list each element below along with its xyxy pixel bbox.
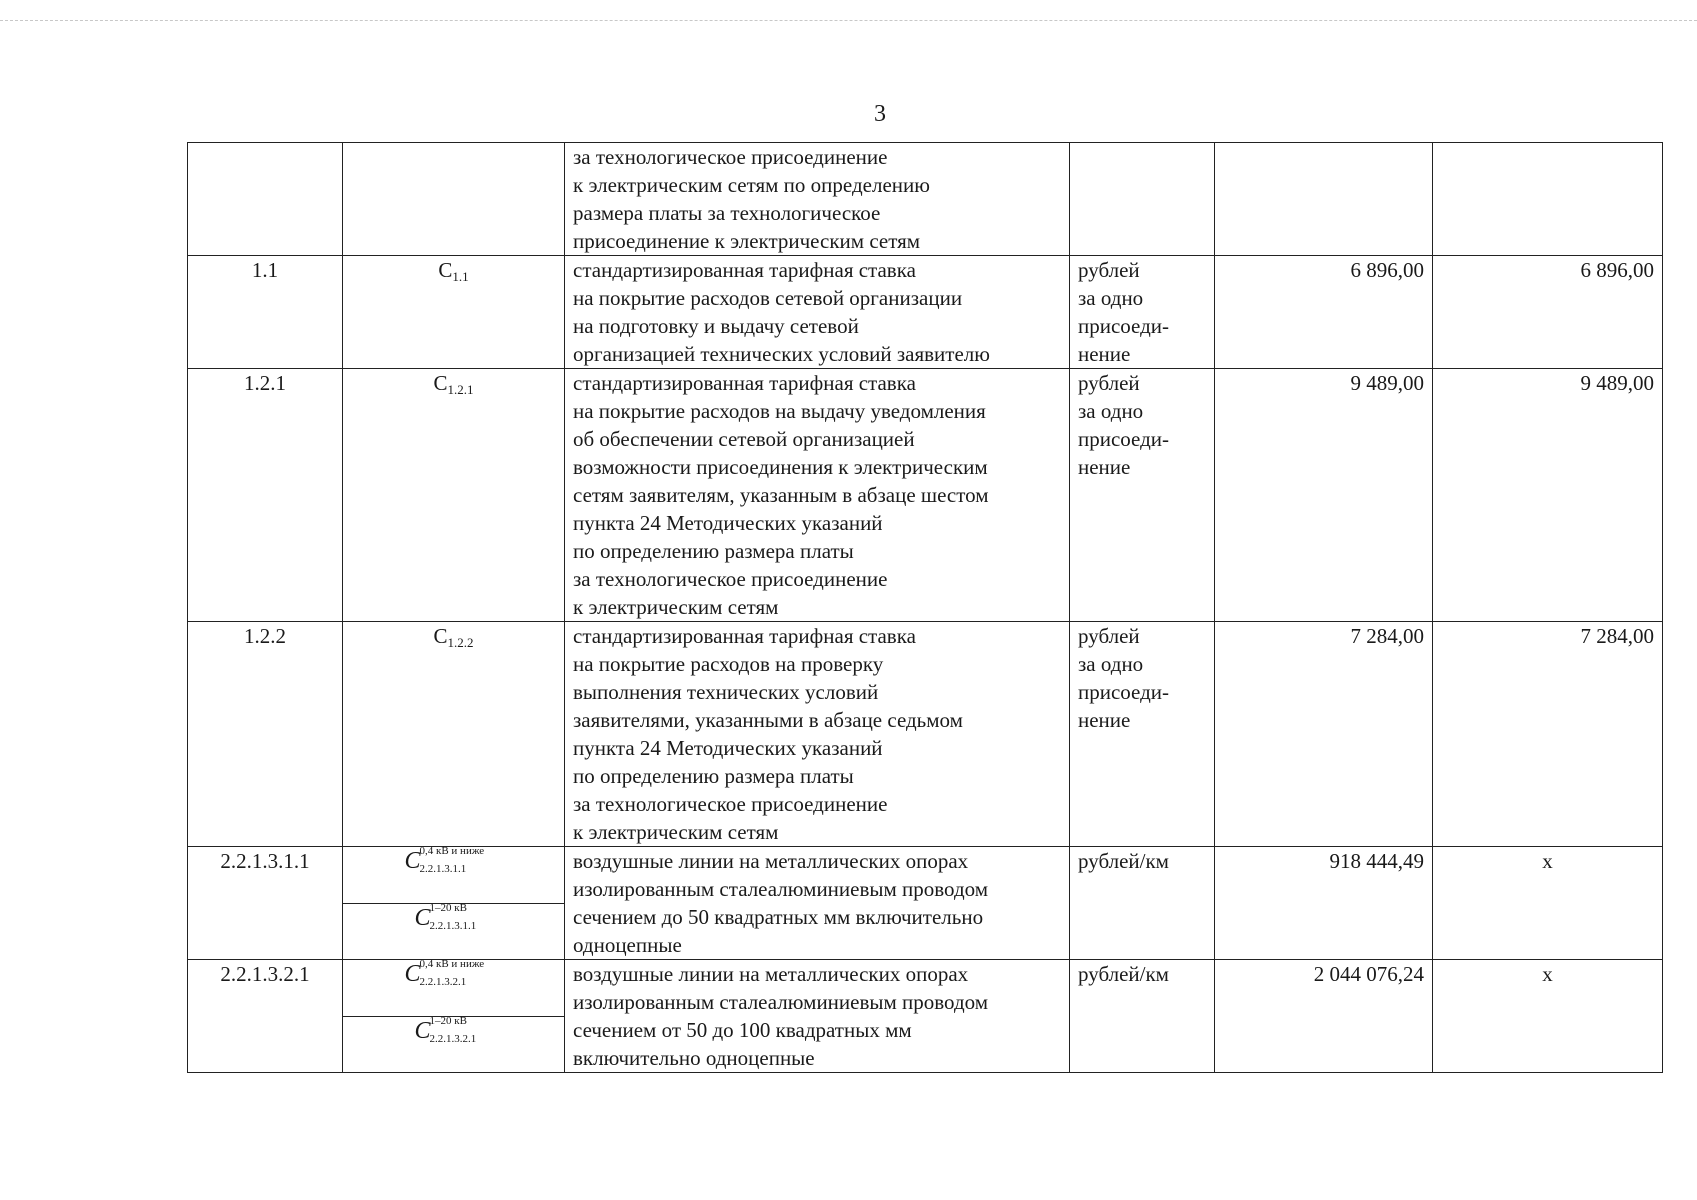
row-value-2 <box>1433 143 1663 256</box>
row-number: 2.2.1.3.1.1 <box>188 847 343 960</box>
tariff-table <box>187 142 1663 1073</box>
row-value-1 <box>1215 143 1433 256</box>
symbol-subscript: 2.2.1.3.1.1 <box>419 863 467 875</box>
row-value-1: 2 044 076,24 <box>1215 960 1433 1073</box>
table-row <box>188 622 1663 847</box>
row-unit: рублей за одно присоеди- нение <box>1070 256 1215 369</box>
symbol-subscript: 2.2.1.3.2.1 <box>429 1032 477 1045</box>
row-value-2: x <box>1433 847 1663 960</box>
row-unit: рублей/км <box>1070 847 1215 960</box>
row-value-2: x <box>1433 960 1663 1073</box>
row-symbol <box>343 369 565 622</box>
symbol-subscript: 2.2.1.3.1.1 <box>429 919 477 932</box>
symbol-subscript: 1.1 <box>452 269 469 284</box>
symbol-base: C <box>404 961 421 987</box>
table-row <box>188 960 1663 1017</box>
row-number: 2.2.1.3.2.1 <box>188 960 343 1073</box>
row-number: 1.1 <box>188 256 343 369</box>
symbol-superscript: 0,4 кВ и ниже <box>419 958 485 970</box>
row-value-1: 918 444,49 <box>1215 847 1433 960</box>
symbol-subscript: 1.2.1 <box>447 382 474 397</box>
row-unit: рублей за одно присоеди- нение <box>1070 622 1215 847</box>
row-symbol-low-voltage <box>343 847 565 904</box>
row-number <box>188 143 343 256</box>
page-number: 3 <box>874 101 886 127</box>
table-row <box>188 256 1663 369</box>
row-description: стандартизированная тарифная ставка на покрытие расходов на выдачу уведомления об обеспечении сетевой организацией возможности присоединения к электрическим сетям заявителям, указанным в абзаце шестом пункта 24 Методических указаний по определению размера платы за технологическое присоединение к электрическим сетям <box>565 369 1070 622</box>
row-symbol-medium-voltage <box>343 1016 565 1073</box>
symbol-base: C <box>438 258 453 282</box>
row-description: за технологическое присоединение к электрическим сетям по определению размера платы за технологическое присоединение к электрическим сетям <box>565 143 1070 256</box>
row-value-2: 9 489,00 <box>1433 369 1663 622</box>
row-unit <box>1070 143 1215 256</box>
row-symbol <box>343 256 565 369</box>
table-row <box>188 143 1663 256</box>
row-value-1: 6 896,00 <box>1215 256 1433 369</box>
symbol-superscript: 1–20 кВ <box>429 901 467 914</box>
symbol-superscript: 1–20 кВ <box>429 1014 467 1027</box>
symbol-base: C <box>433 624 448 648</box>
row-unit: рублей/км <box>1070 960 1215 1073</box>
row-value-2: 6 896,00 <box>1433 256 1663 369</box>
symbol-base: C <box>433 371 448 395</box>
row-number: 1.2.1 <box>188 369 343 622</box>
row-description: стандартизированная тарифная ставка на покрытие расходов на проверку выполнения технических условий заявителями, указанными в абзаце седьмом пункта 24 Методических указаний по определению размера платы за технологическое присоединение к электрическим сетям <box>565 622 1070 847</box>
symbol-base: C <box>404 848 421 874</box>
table-row <box>188 847 1663 904</box>
page-top-rule <box>0 20 1697 21</box>
row-symbol <box>343 622 565 847</box>
row-description: воздушные линии на металлических опорах изолированным сталеалюминиевым проводом сечением до 50 квадратных мм включительно одноцепные <box>565 847 1070 960</box>
row-symbol-low-voltage <box>343 960 565 1017</box>
symbol-base: C <box>414 1017 431 1044</box>
row-description: стандартизированная тарифная ставка на покрытие расходов сетевой организации на подготовку и выдачу сетевой организацией технических условий заявителю <box>565 256 1070 369</box>
row-value-2: 7 284,00 <box>1433 622 1663 847</box>
row-value-1: 7 284,00 <box>1215 622 1433 847</box>
symbol-subscript: 1.2.2 <box>447 635 474 650</box>
row-symbol-medium-voltage <box>343 903 565 960</box>
row-symbol <box>343 143 565 256</box>
row-value-1: 9 489,00 <box>1215 369 1433 622</box>
row-unit: рублей за одно присоеди- нение <box>1070 369 1215 622</box>
table-row <box>188 369 1663 622</box>
row-description: воздушные линии на металлических опорах изолированным сталеалюминиевым проводом сечением от 50 до 100 квадратных мм включительно одноцепные <box>565 960 1070 1073</box>
row-number: 1.2.2 <box>188 622 343 847</box>
symbol-superscript: 0,4 кВ и ниже <box>419 845 485 857</box>
symbol-base: C <box>414 904 431 931</box>
symbol-subscript: 2.2.1.3.2.1 <box>419 976 467 988</box>
